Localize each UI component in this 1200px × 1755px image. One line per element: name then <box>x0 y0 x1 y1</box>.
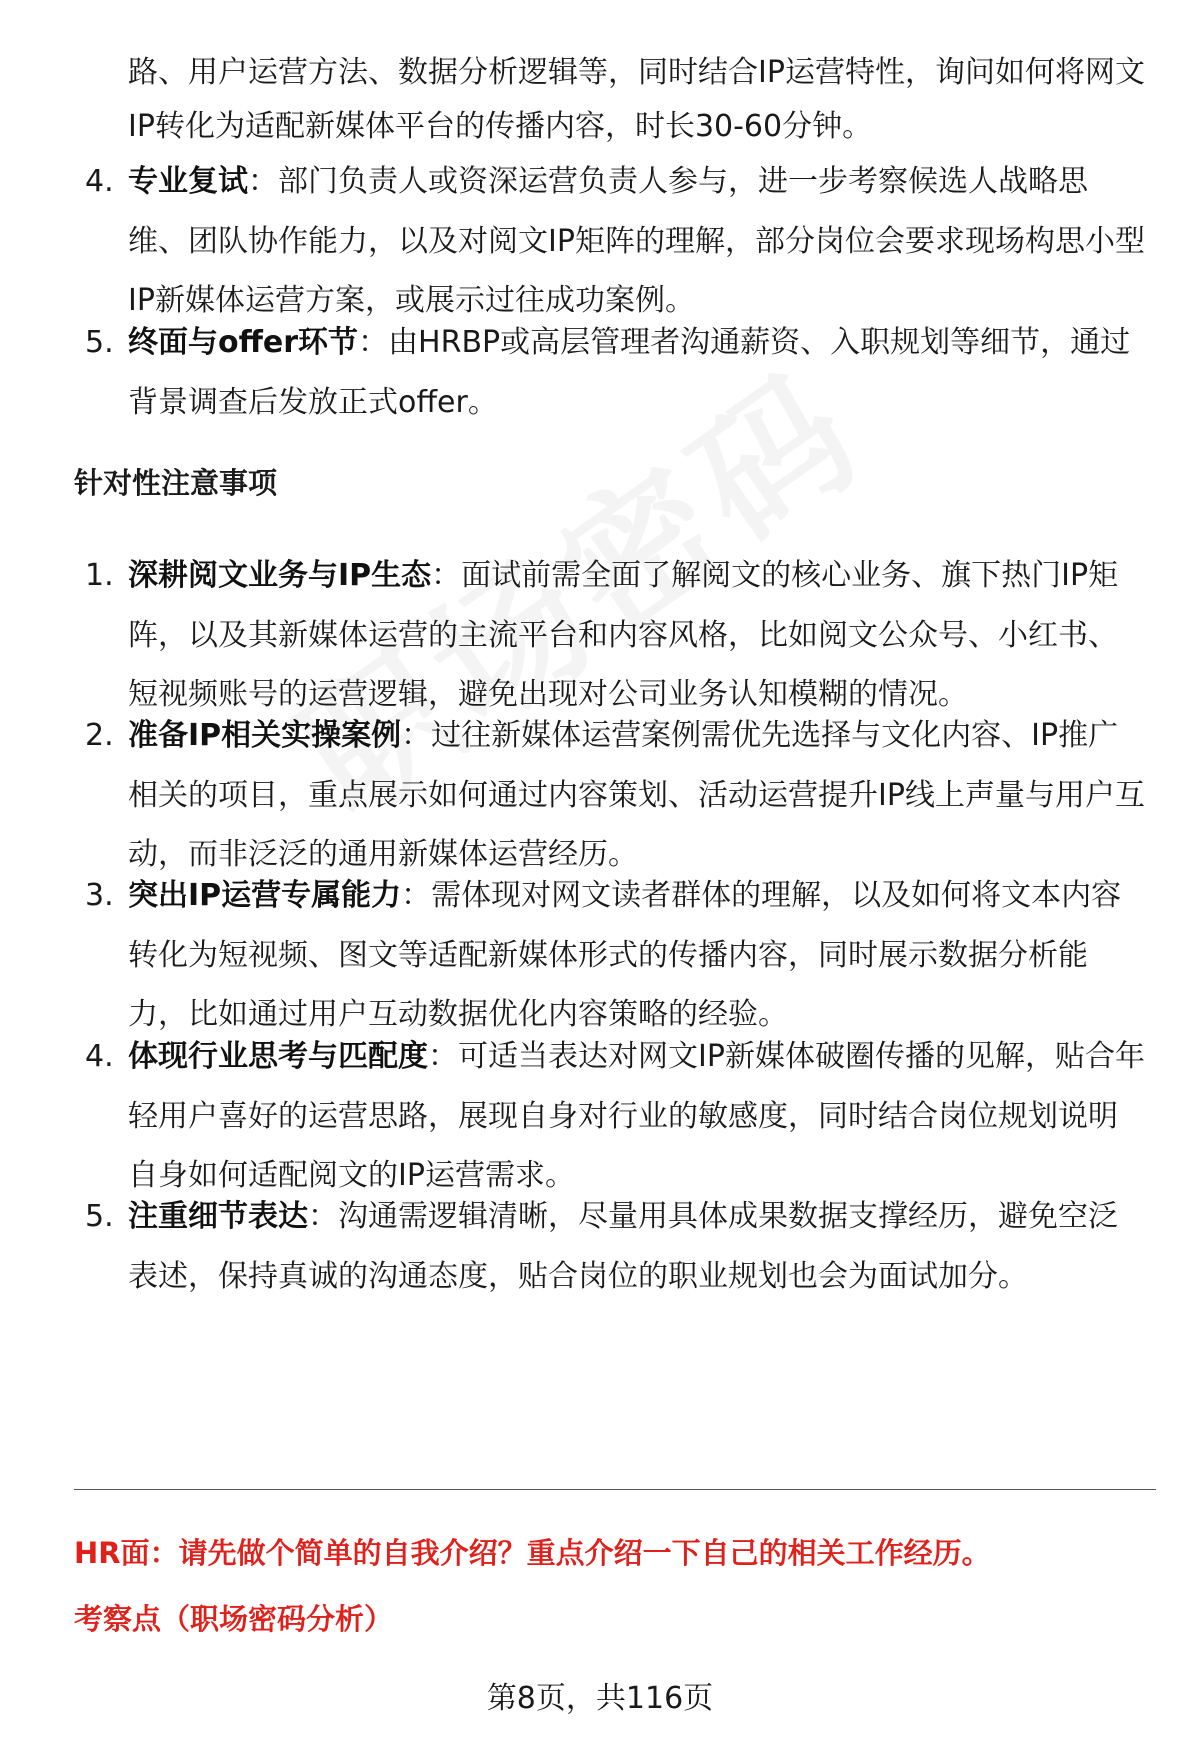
item-text: 过往新媒体运营案例需优先选择与文化内容、IP推广相关的项目，重点展示如何通过内容策划、活动运营提升IP线上声量与用户互动，而非泛泛的通用新媒体运营经历。 <box>128 718 1145 872</box>
item-title: 注重细节表达 <box>128 1199 308 1234</box>
tip-item-5: 5. 注重细节表达：沟通需逻辑清晰，尽量用具体成果数据支撑经历，避免空泛表述，保持真诚的沟通态度，贴合岗位的职业规划也会为面试加分。 <box>85 1187 1145 1306</box>
list-number: 5. <box>85 1199 114 1234</box>
divider <box>74 1489 1156 1490</box>
process-item-5: 5. 终面与offer环节：由HRBP或高层管理者沟通薪资、入职规划等细节，通过背景调查后发放正式offer。 <box>85 313 1145 432</box>
intro-line-1: 路、用户运营方法、数据分析逻辑等，同时结合IP运营特性，询问如何将网文 <box>128 55 1145 90</box>
item-title: 终面与offer环节 <box>128 325 359 360</box>
item-title: 深耕阅文业务与IP生态 <box>128 558 432 593</box>
list-number: 2. <box>85 718 114 753</box>
tip-item-1: 1. 深耕阅文业务与IP生态：面试前需全面了解阅文的核心业务、旗下热门IP矩阵，以及其新媒体运营的主流平台和内容风格，比如阅文公众号、小红书、短视频账号的运营逻辑，避免出现对公司业务认知模糊的情况。 <box>85 546 1145 725</box>
page-footer: 第8页，共116页 <box>486 1681 714 1716</box>
section-title: 针对性注意事项 <box>74 466 278 500</box>
item-title: 突出IP运营专属能力 <box>128 878 402 913</box>
tip-item-3: 3. 突出IP运营专属能力：需体现对网文读者群体的理解，以及如何将文本内容转化为短视频、图文等适配新媒体形式的传播内容，同时展示数据分析能力，比如通过用户互动数据优化内容策略的经验。 <box>85 866 1145 1045</box>
item-text: 部门负责人或资深运营负责人参与，进一步考察候选人战略思维、团队协作能力，以及对阅文IP矩阵的理解，部分岗位会要求现场构思小型IP新媒体运营方案，或展示过往成功案例。 <box>128 164 1145 318</box>
hr-subheading: 考察点（职场密码分析） <box>74 1602 394 1636</box>
item-text: 需体现对网文读者群体的理解，以及如何将文本内容转化为短视频、图文等适配新媒体形式的传播内容，同时展示数据分析能力，比如通过用户互动数据优化内容策略的经验。 <box>128 878 1122 1032</box>
list-number: 4. <box>85 164 114 199</box>
tip-item-4: 4. 体现行业思考与匹配度：可适当表达对网文IP新媒体破圈传播的见解，贴合年轻用户喜好的运营思路，展现自身对行业的敏感度，同时结合岗位规划说明自身如何适配阅文的IP运营需求。 <box>85 1027 1145 1206</box>
item-text: 沟通需逻辑清晰，尽量用具体成果数据支撑经历，避免空泛表述，保持真诚的沟通态度，贴合岗位的职业规划也会为面试加分。 <box>128 1199 1118 1294</box>
item-text: 可适当表达对网文IP新媒体破圈传播的见解，贴合年轻用户喜好的运营思路，展现自身对行业的敏感度，同时结合岗位规划说明自身如何适配阅文的IP运营需求。 <box>128 1039 1145 1193</box>
process-item-4: 4. 专业复试：部门负责人或资深运营负责人参与，进一步考察候选人战略思维、团队协作能力，以及对阅文IP矩阵的理解，部分岗位会要求现场构思小型IP新媒体运营方案，或展示过往成功案例。 <box>85 152 1145 331</box>
list-number: 5. <box>85 325 114 360</box>
tip-item-2: 2. 准备IP相关实操案例：过往新媒体运营案例需优先选择与文化内容、IP推广相关的项目，重点展示如何通过内容策划、活动运营提升IP线上声量与用户互动，而非泛泛的通用新媒体运营经历。 <box>85 706 1145 885</box>
item-title: 体现行业思考与匹配度 <box>128 1039 428 1074</box>
hr-question: HR面：请先做个简单的自我介绍？重点介绍一下自己的相关工作经历。 <box>74 1536 991 1570</box>
list-number: 3. <box>85 878 114 913</box>
intro-line-2: IP转化为适配新媒体平台的传播内容，时长30-60分钟。 <box>128 109 873 144</box>
item-text: 面试前需全面了解阅文的核心业务、旗下热门IP矩阵，以及其新媒体运营的主流平台和内容风格，比如阅文公众号、小红书、短视频账号的运营逻辑，避免出现对公司业务认知模糊的情况。 <box>128 558 1119 712</box>
item-title: 专业复试 <box>128 164 248 199</box>
item-title: 准备IP相关实操案例 <box>128 718 402 753</box>
list-number: 1. <box>85 558 114 593</box>
list-number: 4. <box>85 1039 114 1074</box>
item-text: 由HRBP或高层管理者沟通薪资、入职规划等细节，通过背景调查后发放正式offer。 <box>128 325 1131 420</box>
